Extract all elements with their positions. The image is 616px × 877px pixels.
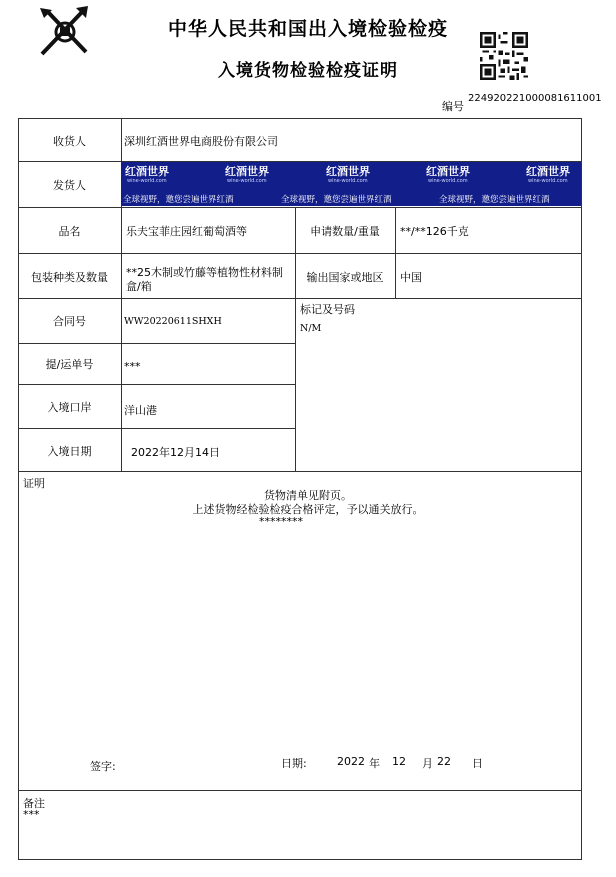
- remarks-value: ***: [23, 808, 40, 821]
- banner-slogan-3: 全球视野，邀您尝遍世界红酒: [439, 195, 550, 205]
- sign-day: 22: [437, 755, 451, 768]
- consignee-label: 收货人: [53, 135, 86, 148]
- cert-number-label: 编号: [442, 100, 464, 113]
- certificate-label: 证明: [23, 477, 45, 490]
- sign-month-unit: 月: [422, 757, 433, 770]
- banner-slogan-2: 全球视野，邀您尝遍世界红酒: [281, 195, 392, 205]
- port-label: 入境口岸: [47, 401, 92, 414]
- marks-label: 标记及号码: [300, 303, 355, 316]
- port-value: 洋山港: [124, 404, 157, 417]
- goods-label: 品名: [58, 225, 81, 238]
- sign-year-unit: 年: [369, 757, 380, 770]
- banner-logo-sub-5: wine-world.com: [528, 178, 568, 184]
- packing-value-line1: **25木制或竹藤等植物性材料制: [126, 266, 283, 279]
- banner-logo-sub-2: wine-world.com: [227, 178, 267, 184]
- banner-slogan-1: 全球视野，邀您尝遍世界红酒: [123, 195, 234, 205]
- banner-logo-sub-3: wine-world.com: [328, 178, 368, 184]
- qr-code-icon: [480, 32, 528, 80]
- bl-value: ***: [124, 360, 141, 373]
- origin-value: 中国: [400, 271, 422, 284]
- contract-value: WW20220611SHXH: [124, 316, 222, 327]
- shipper-logo-banner: [121, 162, 581, 206]
- origin-label: 输出国家或地区: [306, 271, 384, 284]
- bl-label: 提/运单号: [45, 358, 94, 371]
- contract-label: 合同号: [53, 315, 86, 328]
- document-title: 中华人民共和国出入境检验检疫: [167, 18, 448, 40]
- certificate-line2: 上述货物经检验检疫合格评定，予以通关放行。: [192, 503, 424, 516]
- certificate-line1: 货物清单见附页。: [264, 489, 352, 502]
- signature-label: 签字:: [90, 760, 116, 773]
- sign-year: 2022: [337, 755, 365, 768]
- banner-logo-4: 红酒世界: [426, 165, 470, 178]
- banner-logo-1: 红酒世界: [125, 165, 169, 178]
- sign-month: 12: [392, 755, 406, 768]
- banner-logo-5: 红酒世界: [526, 165, 570, 178]
- sign-day-unit: 日: [472, 757, 483, 770]
- packing-value-line2: 盒/箱: [126, 280, 152, 293]
- quantity-value: **/**126千克: [400, 225, 469, 238]
- cert-number: 224920221000081611001: [468, 93, 602, 104]
- quantity-label: 申请数量/重量: [310, 225, 380, 238]
- sign-date-label: 日期:: [281, 757, 307, 770]
- banner-logo-sub-1: wine-world.com: [127, 178, 167, 184]
- consignee-value: 深圳红酒世界电商股份有限公司: [124, 135, 278, 148]
- entry-date-label: 入境日期: [47, 445, 92, 458]
- certificate-line3: ********: [259, 515, 303, 528]
- document-subtitle: 入境货物检验检疫证明: [218, 61, 398, 81]
- remarks-label: 备注: [23, 797, 45, 810]
- shipper-label: 发货人: [53, 179, 86, 192]
- marks-value: N/M: [300, 323, 322, 334]
- packing-label: 包装种类及数量: [31, 271, 108, 284]
- entry-date-value: 2022年12月14日: [131, 446, 220, 459]
- banner-logo-2: 红酒世界: [225, 165, 269, 178]
- banner-logo-3: 红酒世界: [326, 165, 370, 178]
- banner-logo-sub-4: wine-world.com: [428, 178, 468, 184]
- goods-value: 乐夫宝菲庄园红葡萄酒等: [126, 225, 247, 238]
